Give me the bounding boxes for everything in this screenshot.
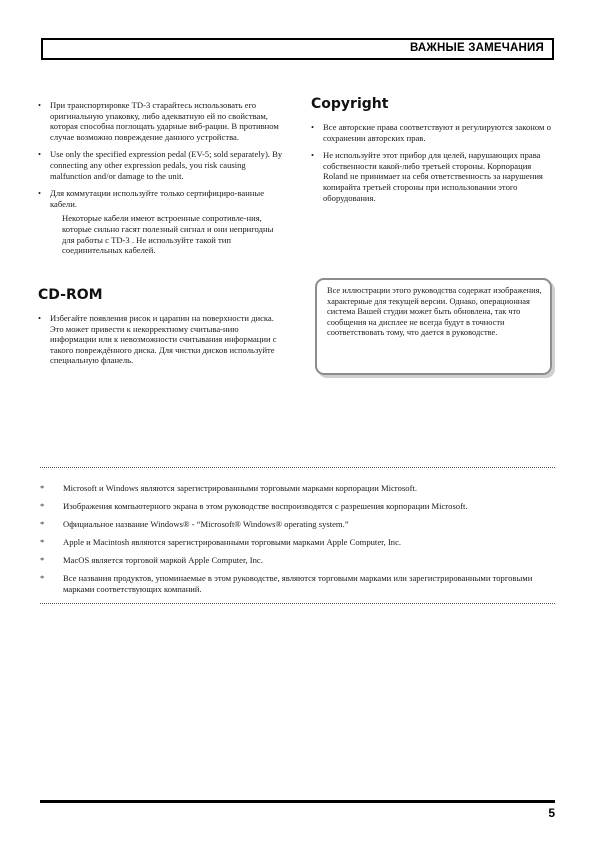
bullet-icon: •	[38, 100, 42, 110]
trademark-item	[40, 537, 555, 548]
bullet-text: Use only the specified expression pedal (EV-5; sold separately). By connecting any other expression pedals, you risk causing malfunction and/or damage to the unit.	[50, 149, 283, 181]
bullet-icon: •	[38, 188, 42, 199]
copyright-section	[311, 96, 556, 210]
copyright-heading: Copyright	[311, 96, 389, 112]
bullet-item	[311, 150, 556, 203]
trademark-text: Официальное название Windows® - “Microsoft® Windows® operating system.”	[63, 518, 349, 529]
trademark-text: MacOS является торговой маркой Apple Computer, Inc.	[63, 554, 263, 565]
bullet-icon: •	[311, 150, 315, 161]
trademark-text: Изображения компьютерного экрана в этом руководстве воспроизводятся с разрешения корпорации Microsoft.	[63, 500, 468, 511]
page-number: 5	[548, 806, 555, 820]
bullet-item	[38, 313, 286, 366]
asterisk-icon: *	[40, 518, 45, 529]
bullet-item	[38, 149, 286, 181]
asterisk-icon: *	[40, 500, 45, 511]
bullet-text: Избегайте появления рисок и царапин на поверхности диска. Это может привести к некорректному считыва-нию информации или к невозможности считывания информации с такого повреждённого диска. Для чистки дисков используйте специальную фланель.	[50, 313, 277, 366]
bullet-text: Все авторские права соответствуют и регулируются законом о сохранении авторских прав.	[323, 122, 551, 143]
bullet-item	[311, 122, 556, 143]
asterisk-icon: *	[40, 536, 45, 547]
page-header-title: ВАЖНЫЕ ЗАМЕЧАНИЯ	[409, 42, 544, 54]
cdrom-heading: CD-ROM	[38, 287, 103, 303]
cdrom-section	[38, 287, 286, 373]
bullet-text: Для коммутации используйте только сертифициро-ванные кабели.	[50, 188, 265, 209]
bullet-icon: •	[311, 122, 315, 132]
trademark-text: Все названия продуктов, упоминаемые в этом руководстве, являются торговыми марками или зарегистрированными торговыми марками соответствующих компаний.	[63, 572, 533, 594]
left-column	[38, 100, 286, 256]
notice-box	[315, 278, 552, 375]
trademark-item	[40, 555, 555, 566]
divider-bottom	[40, 603, 555, 604]
trademark-list	[40, 483, 555, 602]
trademark-item	[40, 483, 555, 494]
bullet-text: При транспортировке TD-3 старайтесь использовать его оригинальную упаковку, либо адекватную ей по свойствам, которая способна поглощать ударные виб-рации. В противном случае возможно повреждение данного устройства.	[50, 100, 279, 142]
cable-note: Некоторые кабели имеют встроенные сопротивле-ния, которые сильно гасят полезный сигнал и они непригодны для работы с TD-3 . Не используйте такой тип соединительных кабелей.	[62, 213, 274, 256]
trademark-item	[40, 501, 555, 512]
divider-top	[40, 467, 555, 468]
trademark-text: Microsoft и Windows являются зарегистрированными торговыми марками корпорации Microsoft.	[63, 483, 418, 493]
asterisk-icon: *	[40, 572, 45, 583]
bullet-item	[38, 188, 286, 209]
footer-rule	[40, 800, 555, 803]
bullet-icon: •	[38, 149, 42, 160]
trademark-item	[40, 573, 555, 594]
bullet-icon: •	[38, 313, 42, 323]
bullet-item	[38, 100, 286, 142]
bullet-text: Не используйте этот прибор для целей, нарушающих права собственности какой-либо третьей стороны. Корпорация Roland не принимает на себя ответственность за нарушения копирайта третьей стороны при использовании этого оборудования.	[323, 150, 543, 203]
asterisk-icon: *	[40, 483, 45, 493]
trademark-text: Apple и Macintosh являются зарегистрированными торговыми марками Apple Computer, Inc.	[63, 536, 402, 547]
header-box	[41, 38, 554, 60]
notice-text: Все иллюстрации этого руководства содержат изображения, характерные для текущей версии. Однако, операционная система Вашей студии может быть обновлена, так что сообщения на дисплее не всегда будут в точности соответствовать тому, что дается в руководстве.	[327, 286, 542, 338]
trademark-item	[40, 519, 555, 530]
asterisk-icon: *	[40, 554, 45, 565]
